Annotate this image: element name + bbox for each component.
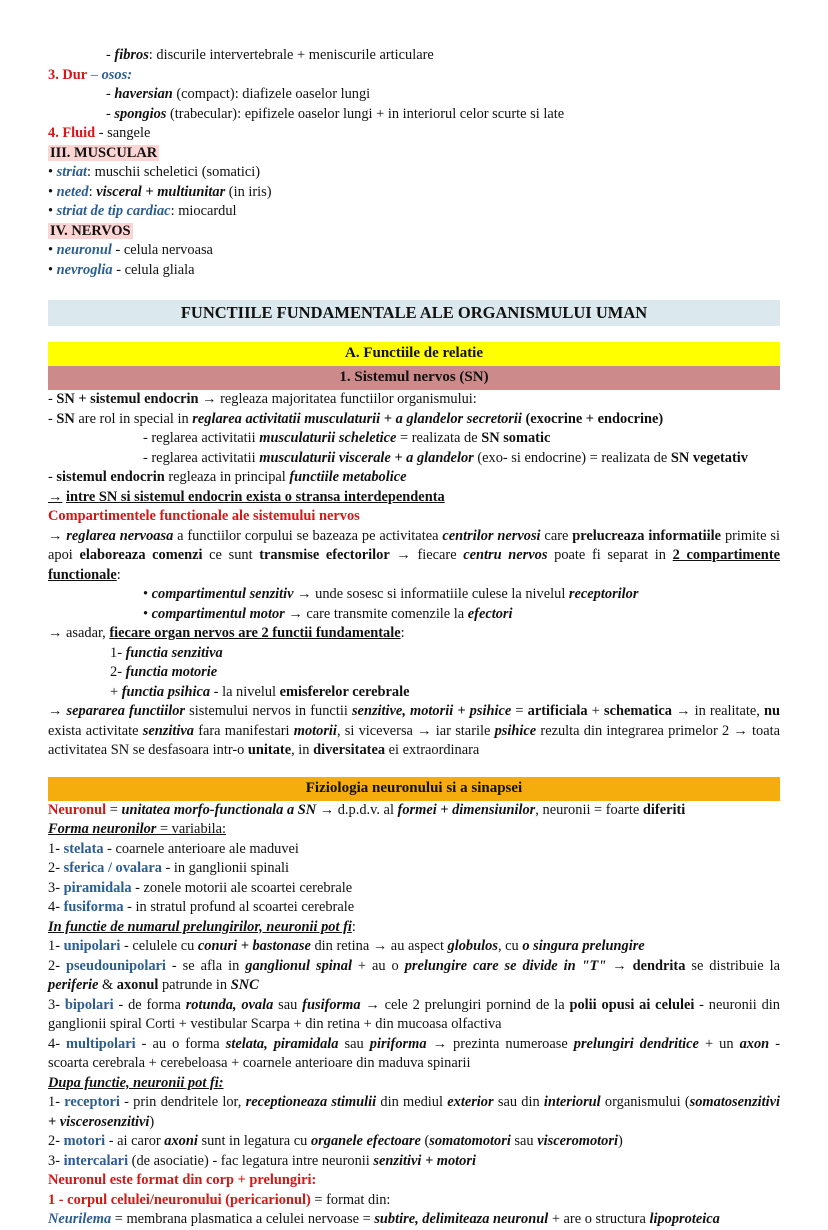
cp2-b3: nu <box>763 703 780 719</box>
sn-line-1 <box>48 390 780 410</box>
prelungiri-item-pseudounipolari <box>48 957 780 996</box>
corp-prelungiri-heading <box>48 1171 780 1191</box>
functia-senzitiva-line <box>48 644 780 664</box>
cp2-bi1: separarea functiilor <box>66 703 185 719</box>
nervos-neuronul-text: - celula nervoasa <box>111 242 213 258</box>
p2-t1: - se afla in <box>165 957 246 974</box>
ff2-bi4: visceromotori <box>537 1133 618 1149</box>
bullet-icon: • <box>48 261 54 278</box>
ff2-t2: sunt in legatura cu <box>197 1133 311 1149</box>
sn-l1-bold: SN + sistemul endocrin <box>56 391 199 407</box>
sn-l2-bi: reglarea activitatii musculaturii + a glandelor secretorii <box>192 410 522 427</box>
fibros-dash: - <box>106 47 111 63</box>
sn-l5-pre: - <box>48 469 57 485</box>
muscular-item-striat <box>48 163 780 183</box>
cs-term: compartimentul senzitiv <box>151 586 294 602</box>
fibros-term: fibros <box>114 47 149 63</box>
nervos-nevroglia-text: - celula gliala <box>112 261 195 278</box>
functia-motorie-line <box>48 663 780 683</box>
asadar-t2: : <box>400 625 405 641</box>
sn-line-5 <box>48 468 780 488</box>
p2-t3: → <box>606 957 633 974</box>
muscular-striat-term: striat <box>56 164 88 180</box>
neurilema-bi2: lipoproteica <box>649 1211 720 1227</box>
ff3-t1: (de asociatie) - fac legatura intre neuronii <box>128 1152 374 1169</box>
forma-1-term: stelata <box>63 840 104 857</box>
sn-line-2 <box>48 410 780 430</box>
cp1-bi3: centru nervos <box>463 547 548 563</box>
fp-b: emisferelor cerebrale <box>279 683 410 700</box>
p3-bi1: rotunda, ovala <box>185 996 274 1013</box>
prelungiri-heading <box>48 918 780 938</box>
p4-t1: - au o forma <box>135 1035 226 1052</box>
asadar-t1: asadar, <box>66 625 110 641</box>
cp1-bi1: reglarea nervoasa <box>66 527 174 544</box>
compartiment-motor-item <box>48 605 780 625</box>
fm-num: 2- <box>110 664 126 680</box>
ff2-num: 2- <box>48 1133 64 1149</box>
sn-l6-arrow: → <box>48 488 63 505</box>
neuronul-b: diferiti <box>642 801 686 818</box>
forma-1-rest: - coarnele anterioare ale maduvei <box>103 840 299 857</box>
p1-bi3: o singura prelungire <box>522 938 645 954</box>
forma-4-num: 4- <box>48 899 64 915</box>
functie-item-receptori <box>48 1093 780 1132</box>
ff1-bi3: interiorul <box>543 1094 601 1110</box>
muscular-cardiac-text: miocardul <box>178 203 237 219</box>
asadar-arrow: → <box>48 625 66 641</box>
sn-line-6 <box>48 488 780 508</box>
ff2-term: motori <box>63 1133 106 1149</box>
banner-sistemul-nervos: 1. Sistemul nervos (SN) <box>48 366 780 390</box>
cp1-b1: prelucreaza informatiile <box>572 527 722 544</box>
haversian-term: haversian <box>114 86 173 102</box>
fibros-rest: : discurile intervertebrale + meniscurile articulare <box>148 47 434 63</box>
sn-l2-pre: - <box>48 410 57 427</box>
neurilema-t2: + are o structura <box>548 1211 650 1227</box>
neuronul-bi2: formei + dimensiunilor <box>397 801 536 818</box>
fp-num: + <box>110 683 122 700</box>
neuronul-t1: = <box>106 801 122 818</box>
sn-l1-rest: regleaza majoritatea functiilor organismului: <box>220 391 477 407</box>
ff1-t5: ) <box>149 1113 155 1130</box>
cp1-t7: : <box>116 566 121 583</box>
banner-functiile-de-relatie: A. Functiile de relatie <box>48 342 780 366</box>
haversian-dash: - <box>106 86 111 102</box>
p1-t1: - celulele cu <box>120 938 198 954</box>
forma-3-rest: - zonele motorii ale scoartei cerebrale <box>131 879 353 896</box>
prelungiri-item-bipolari <box>48 996 780 1035</box>
sn-l3-bi: musculaturii scheletice <box>259 430 397 446</box>
fm-term: functia motorie <box>125 664 218 680</box>
forma-item-sferica <box>48 859 780 879</box>
cp2-b1: artificiala <box>527 703 588 719</box>
functie-item-motori <box>48 1132 780 1152</box>
heading-muscular <box>48 144 780 164</box>
ff1-num: 1- <box>48 1094 65 1110</box>
ff3-bi1: senzitivi + motori <box>373 1152 476 1169</box>
p2-b1: dendrita <box>632 957 686 974</box>
asadar-line <box>48 624 780 644</box>
ff3-num: 3- <box>48 1152 64 1169</box>
cs-t1: → unde sosesc si informatiile culese la nivelul <box>293 586 569 602</box>
forma-2-term: sferica / ovalara <box>63 860 162 876</box>
cp1-b2: elaboreaza comenzi <box>79 547 203 563</box>
muscular-striat-sep: : <box>87 164 95 180</box>
sn-l3-mid: = realizata de <box>396 430 482 446</box>
p4-bi3: prelungiri dendritice <box>573 1035 699 1052</box>
dur-dash: – <box>90 66 98 83</box>
cp1-t3: primite si apoi <box>48 527 780 563</box>
p4-bi4: axon <box>739 1035 770 1052</box>
sn-l1-arrow: → <box>198 391 221 407</box>
muscular-neted-sep: : <box>88 183 97 200</box>
neurilema-bi1: subtire, delimiteaza neuronul <box>374 1211 549 1227</box>
forma-4-rest: - in stratul profund al scoartei cerebrale <box>123 899 355 915</box>
muscular-cardiac-sep: : <box>170 203 179 219</box>
muscular-cardiac-term: striat de tip cardiac <box>56 203 171 219</box>
document-content <box>48 46 780 1230</box>
corpul-celulei-rest: = format din: <box>310 1191 391 1208</box>
ff1-t3: sau din <box>493 1094 544 1110</box>
compartimente-paragraph-1 <box>48 527 780 586</box>
sn-l4-bi: musculaturii viscerale + a glandelor <box>259 449 474 466</box>
p2-t6: patrunde in <box>158 977 231 993</box>
muscular-neted-text: (in iris) <box>225 183 272 200</box>
functia-psihica-line <box>48 683 780 703</box>
muscular-neted-term: neted <box>56 183 89 200</box>
cp2-b4: unitate <box>247 742 292 758</box>
cp2-t4: → in realitate, <box>671 703 764 719</box>
p4-t2: sau <box>338 1035 370 1052</box>
p3-num: 3- <box>48 996 65 1013</box>
cp1-b3: transmise efectorilor <box>259 547 390 563</box>
ff1-bi2: exterior <box>447 1094 494 1110</box>
neuronul-bi1: unitatea morfo-functionala a SN <box>121 801 317 818</box>
cp2-t2: = <box>511 703 528 719</box>
neuronul-t2: → d.p.d.v. al <box>316 801 398 818</box>
p2-bi4: SNC <box>230 977 259 993</box>
ff1-bi4: somatosenzitivi + viscerosenzitivi <box>48 1094 780 1130</box>
heading-nervos-label: IV. NERVOS <box>50 222 131 239</box>
dupa-functie-heading <box>48 1074 780 1094</box>
bullet-icon: • <box>48 164 54 180</box>
ff1-bi1: receptioneaza stimulii <box>245 1094 377 1110</box>
compartimente-paragraph-2 <box>48 702 780 761</box>
neuronul-definition-line <box>48 801 780 821</box>
banner-fiziologia-neuronului: Fiziologia neuronului si a sinapsei <box>48 777 780 801</box>
cp2-bi3: senzitiva <box>142 722 194 739</box>
cm-t1: → care transmite comenzile la <box>284 605 468 622</box>
p2-bi1: ganglionul spinal <box>245 957 352 974</box>
bullet-icon: • <box>143 586 152 602</box>
p4-num: 4- <box>48 1035 67 1052</box>
ff1-t4: organismului ( <box>600 1094 690 1110</box>
cp2-t3: + <box>587 703 604 719</box>
line-fluid <box>48 124 780 144</box>
p1-bi2: globulos <box>447 938 498 954</box>
ff2-t1: - ai caror <box>105 1133 165 1149</box>
forma-2-rest: - in ganglionii spinali <box>161 860 290 876</box>
neuronul-t3: , neuronii = foarte <box>535 801 643 818</box>
cp2-t10: ei extraordinara <box>385 742 480 758</box>
forma-heading-rest: = variabila: <box>156 821 227 837</box>
bullet-icon: • <box>48 242 54 258</box>
ff2-bi2: organele efectoare <box>310 1133 421 1149</box>
line-spongios <box>48 105 780 125</box>
p1-num: 1- <box>48 938 64 954</box>
p4-t3: → prezinta numeroase <box>426 1035 574 1052</box>
sn-l4-pre: - reglarea activitatii <box>143 449 260 466</box>
corpul-celulei-line <box>48 1191 780 1211</box>
functie-item-intercalari <box>48 1152 780 1172</box>
ff2-t5: ) <box>617 1133 623 1149</box>
fs-term: functia senzitiva <box>125 644 223 661</box>
prelungiri-heading-term: In functie de numarul prelungirilor, neuronii pot fi <box>48 918 352 935</box>
prelungiri-heading-colon: : <box>351 918 356 935</box>
cp2-t6: fara manifestari <box>193 722 294 739</box>
fp-term: functia psihica <box>121 683 211 700</box>
p4-bi1: stelata, piramidala <box>225 1035 339 1052</box>
forma-3-num: 3- <box>48 879 64 896</box>
p4-term: multipolari <box>66 1035 136 1052</box>
neuronul-red-term: Neuronul <box>48 801 107 818</box>
forma-item-piramidala <box>48 879 780 899</box>
heading-compartimente <box>48 507 780 527</box>
sn-l2-bold1: SN <box>56 410 75 427</box>
p3-t3: → cele 2 prelungiri pornind de la <box>360 996 570 1013</box>
p1-bi1: conuri + bastonase <box>197 938 311 954</box>
forma-4-term: fusiforma <box>63 899 124 915</box>
ff2-bi1: axoni <box>164 1133 198 1149</box>
cp1-arrow: → <box>48 527 67 544</box>
nervos-item-neuronul <box>48 241 780 261</box>
cs-bi2: receptorilor <box>568 586 639 602</box>
dur-term: osos: <box>101 66 132 83</box>
corp-prelungiri-label: Neuronul este format din corp + prelungiri: <box>48 1172 317 1188</box>
sn-l3-bold: SN somatic <box>481 430 551 446</box>
cp1-t5: → fiecare <box>389 547 464 563</box>
cp2-bi5: psihice <box>494 722 537 739</box>
sn-l4-bold: SN vegetativ <box>670 449 748 466</box>
cp1-t1: a functiilor corpului se bazeaza pe activitatea <box>173 527 443 544</box>
p2-num: 2- <box>48 957 66 974</box>
sn-l5-bi: functiile metabolice <box>289 469 407 485</box>
muscular-item-cardiac <box>48 202 780 222</box>
fp-t1: - la nivelul <box>210 683 280 700</box>
nervos-neuronul-term: neuronul <box>56 242 112 258</box>
p4-t4: + un <box>698 1035 740 1052</box>
p2-term: pseudounipolari <box>65 957 166 974</box>
forma-2-num: 2- <box>48 860 64 876</box>
cp2-t7: , si viceversa → iar starile <box>336 722 495 739</box>
cp2-bi2: senzitive, motorii + psihice <box>351 703 512 719</box>
muscular-neted-sub: visceral + multiunitar <box>96 183 226 200</box>
fluid-number: 4. Fluid <box>48 125 96 141</box>
line-fibros <box>48 46 780 66</box>
bullet-icon: • <box>143 605 152 622</box>
haversian-rest: (compact): diafizele oaselor lungi <box>172 86 371 102</box>
p3-t1: - de forma <box>113 996 186 1013</box>
corpul-celulei-term: 1 - corpul celulei/neuronului (pericarionul) <box>48 1191 311 1208</box>
cp1-t6: poate fi separat in <box>547 547 673 563</box>
cp1-t4: ce sunt <box>202 547 260 563</box>
fluid-rest: - sangele <box>95 125 151 141</box>
forma-item-stelata <box>48 840 780 860</box>
cp2-bi4: motorii <box>293 722 337 739</box>
sn-l5-mid: regleaza in principal <box>164 469 290 485</box>
nervos-nevroglia-term: nevroglia <box>56 261 113 278</box>
p3-t4: - neuronii din ganglionii spiral Corti + vestibular Scarpa + din retina + din mucoasa olfactiva <box>48 996 780 1032</box>
p4-t5: - scoarta cerebrala + cerebeloasa + coarnele anterioare din maduva spinarii <box>48 1035 780 1071</box>
spongios-term: spongios <box>114 105 167 122</box>
forma-heading-term: Forma neuronilor <box>48 821 157 837</box>
p3-b1: polii opusi ai celulei <box>569 996 695 1013</box>
sn-l1-pre: - <box>48 391 57 407</box>
forma-1-num: 1- <box>48 840 64 857</box>
sn-l3-pre: - reglarea activitatii <box>143 430 260 446</box>
prelungiri-item-unipolari <box>48 937 780 957</box>
p3-t2: sau <box>273 996 303 1013</box>
muscular-item-neted <box>48 183 780 203</box>
line-dur <box>48 66 780 86</box>
cp2-t1: sistemului nervos in functii <box>185 703 352 719</box>
p2-t5: & <box>98 977 117 993</box>
fs-num: 1- <box>110 644 126 661</box>
neurilema-t1: = membrana plasmatica a celulei nervoase = <box>111 1211 375 1227</box>
sn-l2-mid: are rol in special in <box>74 410 193 427</box>
prelungiri-item-multipolari <box>48 1035 780 1074</box>
p2-bi2: prelungire care se divide in "T" <box>404 957 607 974</box>
p2-t4: se distribuie la <box>685 957 780 974</box>
dupa-functie-heading-label: Dupa functie, neuronii pot fi: <box>48 1074 224 1091</box>
ff1-t2: din mediul <box>376 1094 448 1110</box>
sn-l4-mid: (exo- si endocrine) = realizata de <box>473 449 671 466</box>
line-haversian <box>48 85 780 105</box>
p4-bi2: piriforma <box>369 1035 427 1052</box>
cp1-bold-underline: 2 compartimente functionale <box>48 547 780 583</box>
ff2-t4: sau <box>510 1133 538 1149</box>
p2-b2: axonul <box>116 977 159 993</box>
ff3-term: intercalari <box>63 1152 129 1169</box>
cp2-t5: exista activitate <box>48 722 143 739</box>
ff1-term: receptori <box>64 1094 120 1110</box>
p1-term: unipolari <box>63 938 121 954</box>
main-title-banner: FUNCTIILE FUNDAMENTALE ALE ORGANISMULUI UMAN <box>48 300 780 326</box>
spongios-dash: - <box>106 105 111 122</box>
p2-bi3: periferie <box>48 977 99 993</box>
cm-bi2: efectori <box>467 605 513 622</box>
muscular-striat-text: muschii scheletici (somatici) <box>94 164 261 180</box>
cp2-b5: diversitatea <box>313 742 386 758</box>
forma-item-fusiforma <box>48 898 780 918</box>
heading-muscular-label: III. MUSCULAR <box>50 144 158 161</box>
neurilema-term: Neurilema <box>48 1211 112 1227</box>
forma-neuronilor-heading <box>48 820 780 840</box>
bullet-icon: • <box>48 203 54 219</box>
cp2-t9: , in <box>291 742 314 758</box>
sn-l5-bold: sistemul endocrin <box>56 469 165 485</box>
bullet-icon: • <box>48 183 54 200</box>
cp2-b2: schematica <box>604 703 672 719</box>
asadar-bold-underline: fiecare organ nervos are 2 functii fundamentale <box>109 625 401 641</box>
cp1-t2: care <box>540 527 573 544</box>
p1-t2: din retina → au aspect <box>310 938 448 954</box>
cp2-arrow: → <box>48 703 67 719</box>
ff2-t3: ( <box>420 1133 430 1149</box>
ff1-t1: - prin dendritele lor, <box>119 1094 246 1110</box>
dur-number: 3. Dur <box>48 66 88 83</box>
cp1-bi2: centrilor nervosi <box>442 527 541 544</box>
spongios-rest: (trabecular): epifizele oaselor lungi + in interiorul celor scurte si late <box>166 105 565 122</box>
sn-l2-bold2: (exocrine + endocrine) <box>521 410 664 427</box>
nervos-item-nevroglia <box>48 261 780 281</box>
heading-compartimente-label: Compartimentele functionale ale sistemului nervos <box>48 508 360 524</box>
p1-t3: , cu <box>497 938 523 954</box>
compartiment-senzitiv-item <box>48 585 780 605</box>
ff2-bi3: somatomotori <box>429 1133 511 1149</box>
neurilema-line <box>48 1210 780 1230</box>
sn-l6-bold: intre SN si sistemul endocrin exista o stransa interdependenta <box>66 488 445 505</box>
p3-bi2: fusiforma <box>302 996 361 1013</box>
cp2-t8: rezulta din integrarea primelor 2 → toata activitatea SN se desfasoara intr-o <box>48 722 780 758</box>
cm-term: compartimentul motor <box>151 605 285 622</box>
p2-t2: + au o <box>351 957 405 974</box>
forma-3-term: piramidala <box>63 879 132 896</box>
sn-line-3 <box>48 429 780 449</box>
p3-term: bipolari <box>64 996 114 1013</box>
heading-nervos <box>48 222 780 242</box>
sn-line-4 <box>48 449 780 469</box>
